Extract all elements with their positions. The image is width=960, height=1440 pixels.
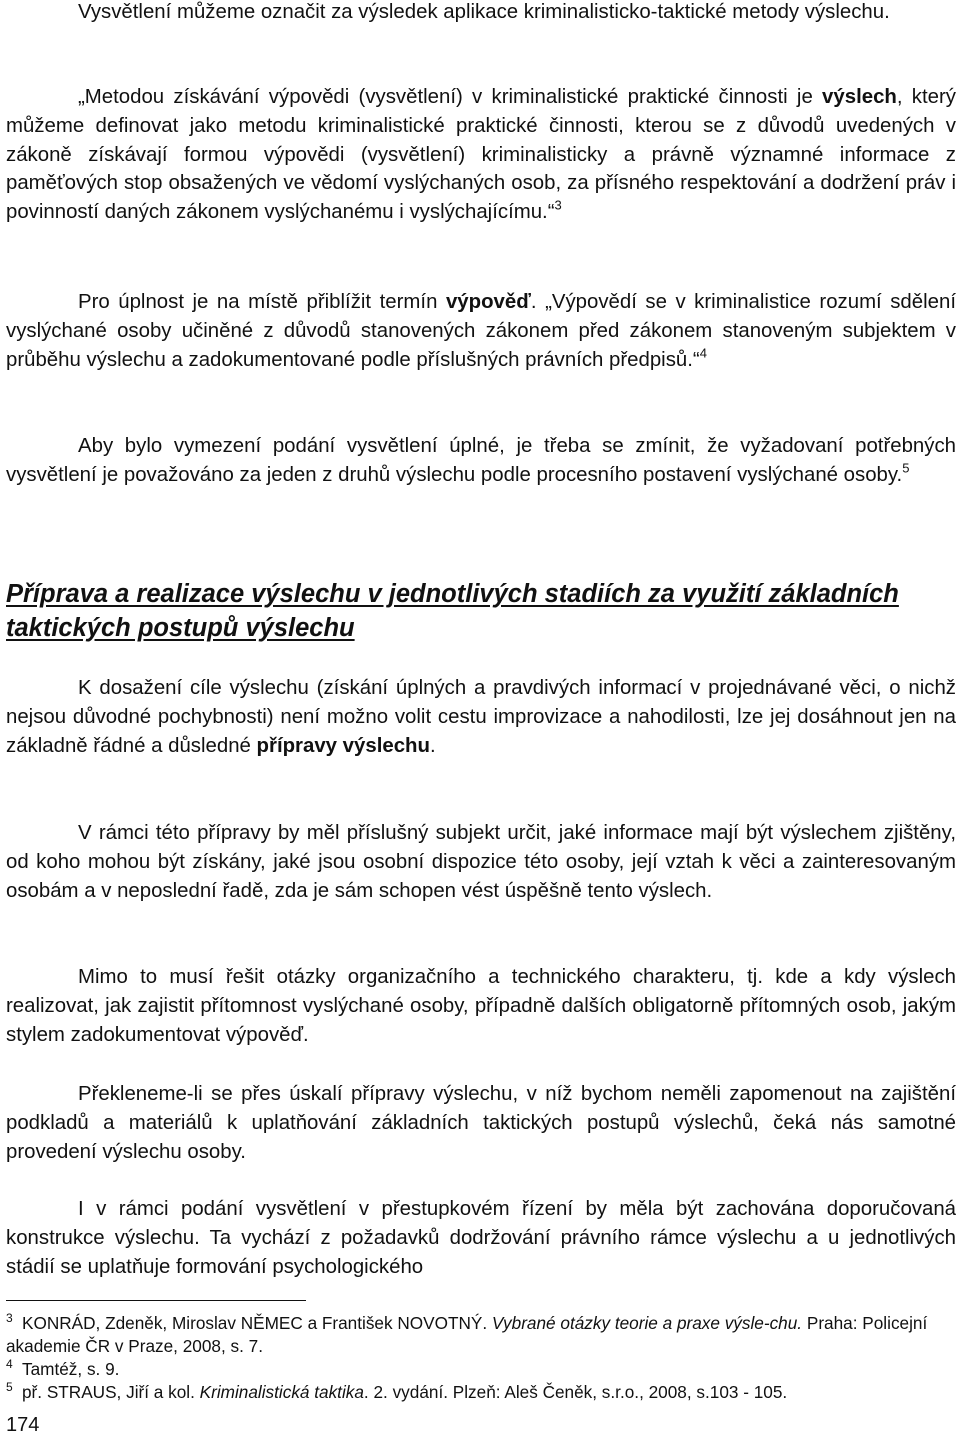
bold-term-pripravy: přípravy výslechu [256,734,430,757]
footnote-ref-3: 3 [554,197,562,213]
paragraph-vysvetleni-definition: Vysvětlení můžeme označit za výsledek aplikace kriminalisticko-taktické metody výslechu. [78,1,890,23]
bold-term-vyslech: výslech [822,86,897,108]
section-heading: Příprava a realizace výslechu v jednotlivých stadiích za využití základních taktických postupů výslechu [6,580,899,642]
footnote-3: 3 KONRÁD, Zdeněk, Miroslav NĚMEC a František NOVOTNÝ. Vybrané otázky teorie a praxe výsle-chu. Praha: Policejní akademie ČR v Praze, 2008, s. 7. [6,1311,928,1356]
page-number: 174 [6,1414,40,1436]
paragraph-metoda-vyslechu: „Metodou získávání výpovědi (vysvětlení) v kriminalistické praktické činnosti je výslech, který můžeme definovat jako metodu kriminalistické praktické činnosti, kterou se z důvodů uvedených v zákoně získávají formou výpovědi (vysvětlení) kriminalisticky a právně významné informace z paměťových stop obsažených ve vědomí vyslýchaných osob, za přísného respektování a dodržení práv i povinností daných zákonem vyslýchanému i vyslýchajícímu.“$^3$ [6,86,956,224]
paragraph-mimo-to: Mimo to musí řešit otázky organizačního a technického charakteru, tj. kde a kdy výslech realizovat, jak zajistit přítomnost vyslýchané osoby, případně dalších obligatorně přítomných osob, jakým stylem zadokumentovat výpověď. [6,966,956,1046]
footnote-ref-5: 5 [902,460,910,476]
paragraph-vymezeni: Aby bylo vymezení podání vysvětlení úplné, je třeba se zmínit, že vyžadovaní potřebných vysvětlení je považováno za jeden z druhů výslechu podle procesního postavení vyslýchané osoby.$^5$ [6,435,956,486]
footnote-4: 4 Tamtéž, s. 9. [6,1357,120,1379]
paragraph-v-ramci-pripravy: V rámci této přípravy by měl příslušný subjekt určit, jaké informace mají být výslechem zjištěny, od koho mohou být získány, jaké jsou osobní dispozice této osoby, její vztah k věci a zainteresovaným osobám a v neposlední řadě, zda je sám schopen vést úspěšně tento výslech. [6,822,956,902]
footnote-ref-4: 4 [699,345,707,361]
paragraph-prestupkove-rizeni: I v rámci podání vysvětlení v přestupkovém řízení by měla být zachována doporučovaná konstrukce výslechu. Ta vychází z požadavků dodržování právního rámce výslechu a u jednotlivých stádií se uplatňuje formování psychologického [6,1198,956,1278]
footnote-5: 5 př. STRAUS, Jiří a kol. Kriminalistická taktika. 2. vydání. Plzeň: Aleš Čeněk, s.r.o., 2008, s.103 - 105. [6,1380,788,1402]
bold-term-vypoved: výpověď [445,291,531,313]
paragraph-vypoved: Pro úplnost je na místě přiblížit termín výpověď. „Výpovědí se v kriminalistice rozumí sdělení vyslýchané osoby učiněné z důvodů stanovených zákonem před zákonem stanoveným subjektem v průběhu výslechu a zadokumentované podle příslušných právních předpisů.“$^4$ [6,291,956,371]
footnote-separator [6,1300,306,1301]
paragraph-dosazeni-cile: K dosažení cíle výslechu (získání úplných a pravdivých informací v projednávané věci, o nichž nejsou důvodné pochybnosti) není možno volit cestu improvizace a nahodilosti, lze jej dosáhnout jen na základně řádné a důsledné přípravy výslechu. [6,677,956,757]
paragraph-preklenemeli: Překleneme-li se přes úskalí přípravy výslechu, v níž bychom neměli zapomenout na zajištění podkladů a materiálů k uplatňování základních taktických postupů výslechů, čeká nás samotné provedení výslechu osoby. [6,1083,956,1163]
